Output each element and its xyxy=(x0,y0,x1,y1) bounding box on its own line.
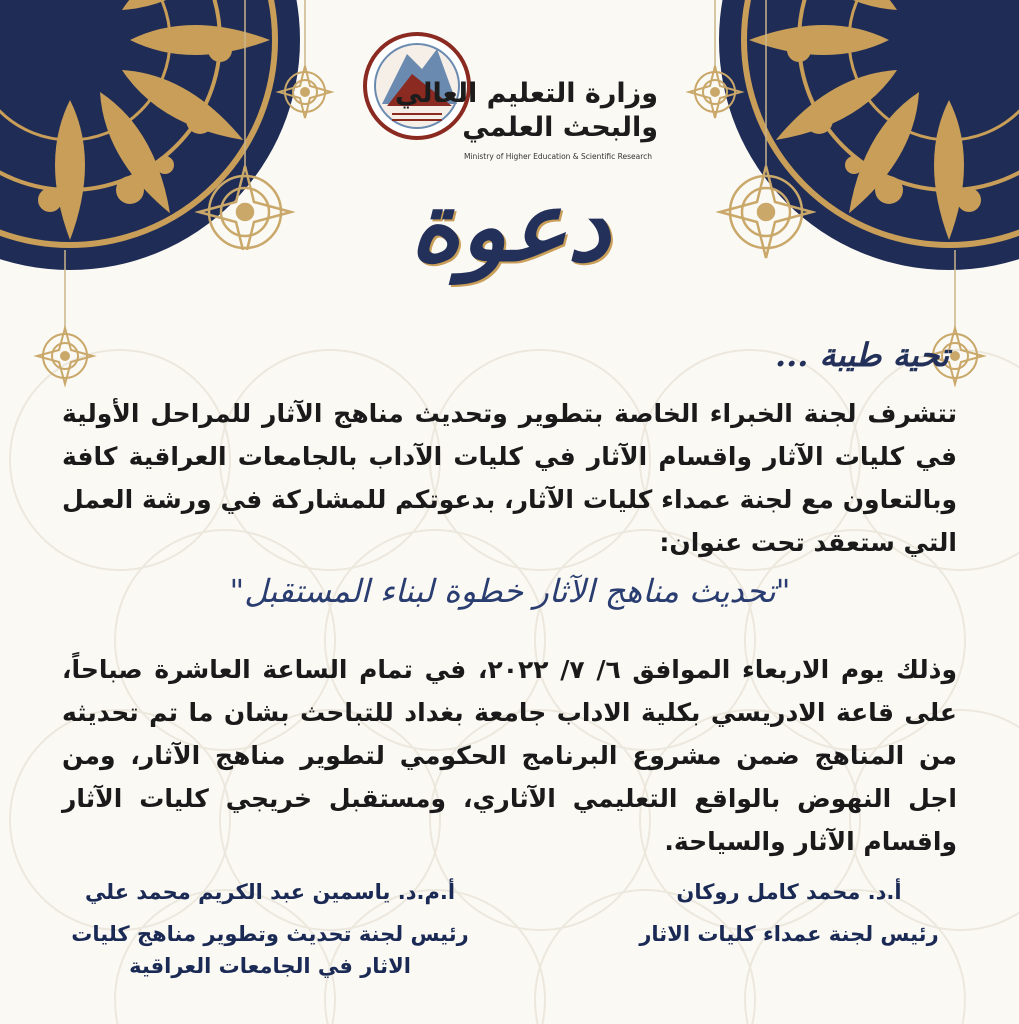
signature-block-right xyxy=(599,880,979,950)
hanging-star-ornament xyxy=(195,0,295,250)
invitation-title: دعوة xyxy=(410,170,610,283)
signatory-name: أ.د. محمد كامل روكان xyxy=(676,880,902,904)
invitation-paragraph: تتشرف لجنة الخبراء الخاصة بتطوير وتحديث مناهج الآثار للمراحل الأولية في كليات الآثار واقسام الآثار في كليات الآداب بالجامعات العراقية كافة وبالتعاون مع لجنة عمداء كليات الآثار، بدعوتكم للمشاركة في ورشة العمل التي ستعقد تحت عنوان: xyxy=(62,399,957,557)
details-paragraph: وذلك يوم الاربعاء الموافق ٦/ ٧/ ٢٠٢٢، في تمام الساعة العاشرة صباحاً، على قاعة الادريسي بكلية الاداب جامعة بغداد للتباحث بشان ما تم تحديثه من المناهج ضمن مشروع البرنامج الحكومي لتطوير مناهج الآثار، ومن اجل النهوض بالواقع التعليمي الآثاري، ومستقبل خريجي كليات الآثار واقسام الآثار والسياحة. xyxy=(62,655,957,856)
ministry-name-english: Ministry of Higher Education & Scientific Research xyxy=(464,152,653,161)
hanging-star-ornament xyxy=(30,250,100,390)
hanging-star-ornament xyxy=(716,0,816,270)
signatory-role: رئيس لجنة تحديث وتطوير مناهج كليات الاثار في الجامعات العراقية xyxy=(71,922,469,978)
signatory-name: أ.م.د. ياسمين عبد الكريم محمد علي xyxy=(84,880,456,904)
ministry-name-line1: وزارة التعليم العالي xyxy=(395,78,658,109)
signature-block-left xyxy=(60,880,480,982)
greeting: تحية طيبة ... xyxy=(774,336,949,374)
ministry-name-line2: والبحث العلمي xyxy=(462,112,658,143)
signatory-role: رئيس لجنة عمداء كليات الاثار xyxy=(639,922,939,946)
ministry-logo xyxy=(362,14,672,164)
workshop-title: "تحديث مناهج الآثار خطوة لبناء المستقبل" xyxy=(229,572,791,610)
